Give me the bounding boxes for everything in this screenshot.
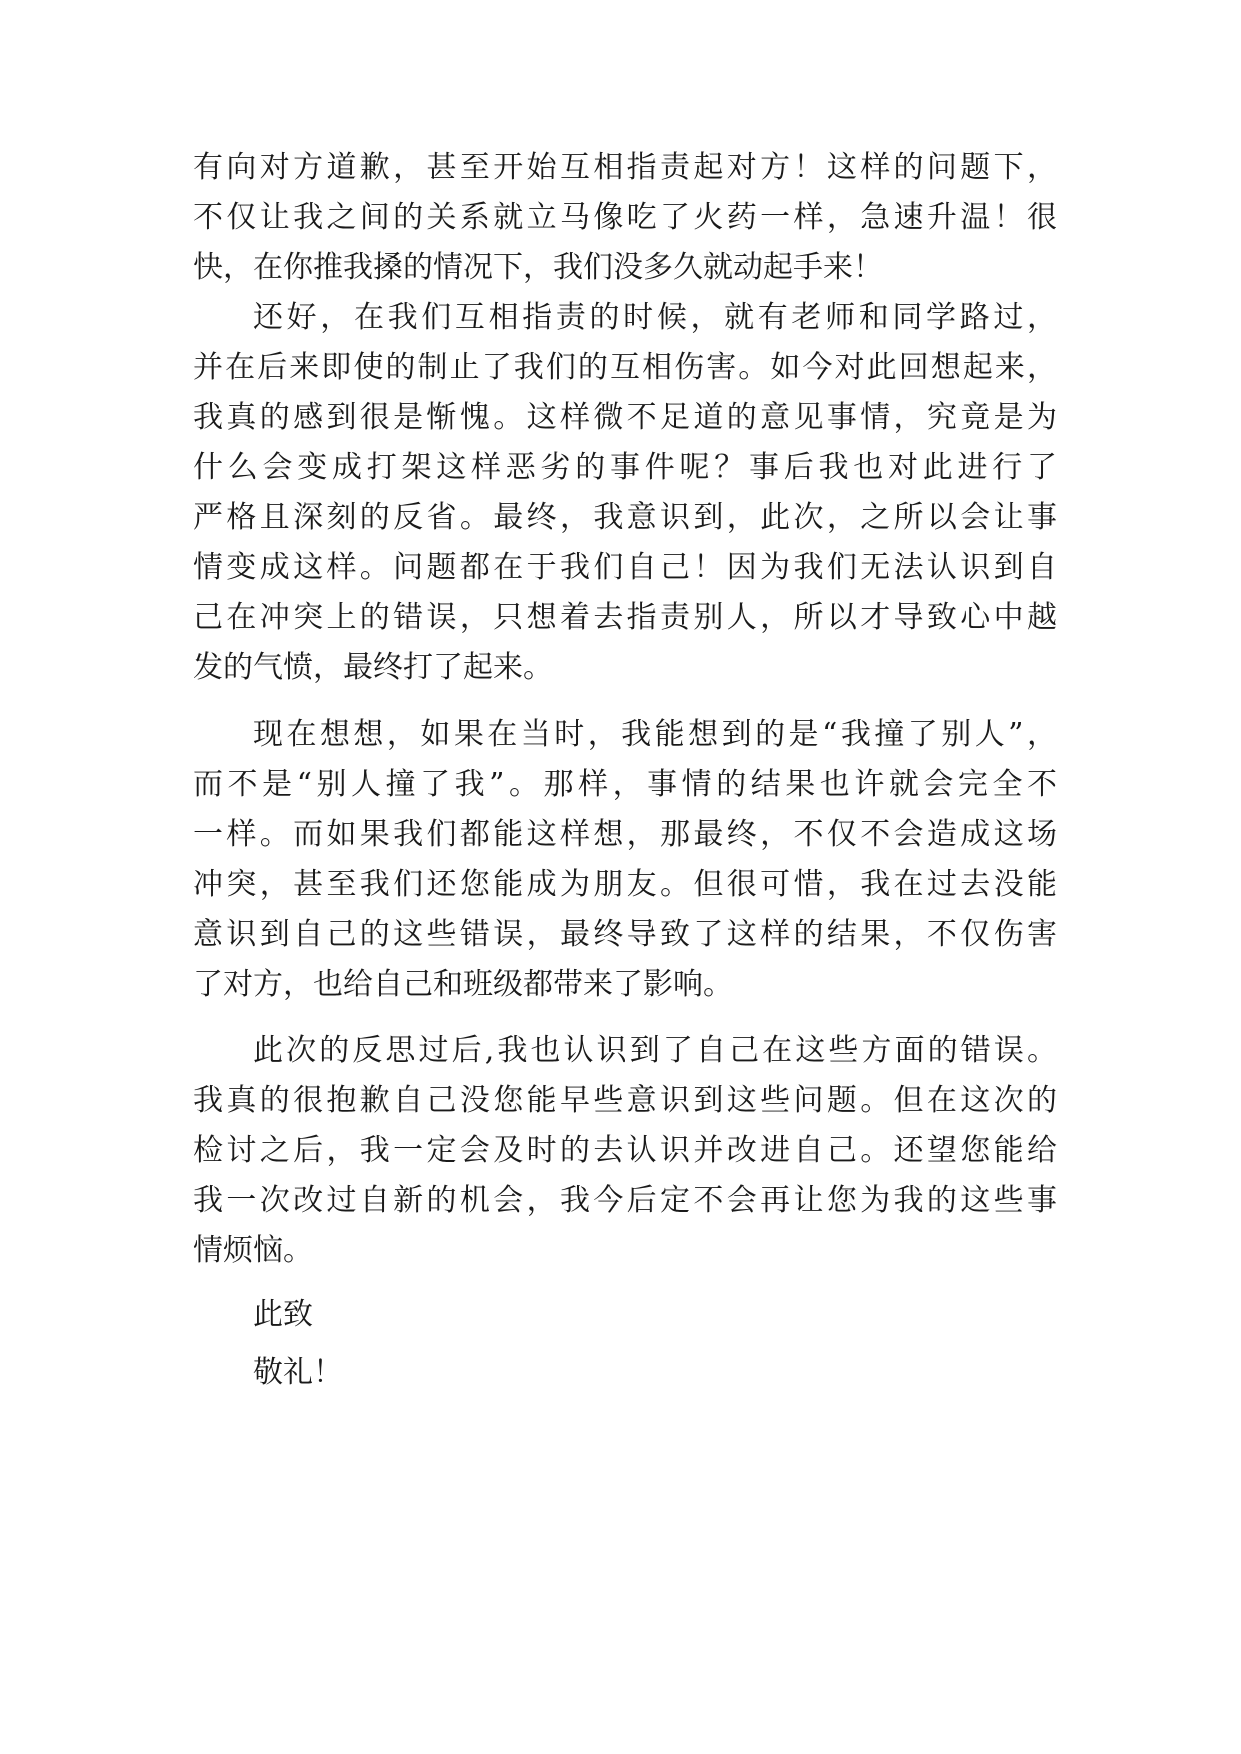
text-line: 一样。而如果我们都能这样想，那最终，不仅不会造成这场: [193, 817, 1057, 852]
text-line: 己在冲突上的错误，只想着去指责别人，所以才导致心中越: [193, 600, 1057, 635]
text-line: 而不是“别人撞了我”。那样，事情的结果也许就会完全不: [193, 767, 1057, 802]
text-line: 严格且深刻的反省。最终，我意识到，此次，之所以会让事: [193, 500, 1057, 535]
text-line: 情烦恼。: [193, 1233, 313, 1268]
text-line: 冲突，甚至我们还您能成为朋友。但很可惜，我在过去没能: [193, 867, 1057, 902]
text-line: 现在想想，如果在当时，我能想到的是“我撞了别人”，: [253, 717, 1057, 752]
text-line: 情变成这样。问题都在于我们自己！因为我们无法认识到自: [193, 550, 1057, 585]
text-line: 此次的反思过后,我也认识到了自己在这些方面的错误。: [253, 1033, 1057, 1068]
text-line: 快，在你推我搡的情况下，我们没多久就动起手来！: [193, 250, 883, 285]
text-line: 检讨之后，我一定会及时的去认识并改进自己。还望您能给: [193, 1133, 1057, 1168]
text-line: 我真的很抱歉自己没您能早些意识到这些问题。但在这次的: [193, 1083, 1057, 1118]
closing-salutation: 此致: [253, 1297, 313, 1332]
text-line: 发的气愤，最终打了起来。: [193, 650, 553, 685]
text-line: 意识到自己的这些错误，最终导致了这样的结果，不仅伤害: [193, 917, 1057, 952]
closing-regards: 敬礼！: [253, 1355, 343, 1390]
text-line: 我一次改过自新的机会，我今后定不会再让您为我的这些事: [193, 1183, 1057, 1218]
text-line: 有向对方道歉，甚至开始互相指责起对方！这样的问题下，: [193, 150, 1057, 185]
text-line: 了对方，也给自己和班级都带来了影响。: [193, 967, 733, 1002]
text-line: 我真的感到很是惭愧。这样微不足道的意见事情，究竟是为: [193, 400, 1057, 435]
text-line: 什么会变成打架这样恶劣的事件呢？事后我也对此进行了: [193, 450, 1057, 485]
text-line: 不仅让我之间的关系就立马像吃了火药一样，急速升温！很: [193, 200, 1057, 235]
text-line: 并在后来即使的制止了我们的互相伤害。如今对此回想起来，: [193, 350, 1057, 385]
text-line: 还好，在我们互相指责的时候，就有老师和同学路过，: [253, 300, 1057, 335]
